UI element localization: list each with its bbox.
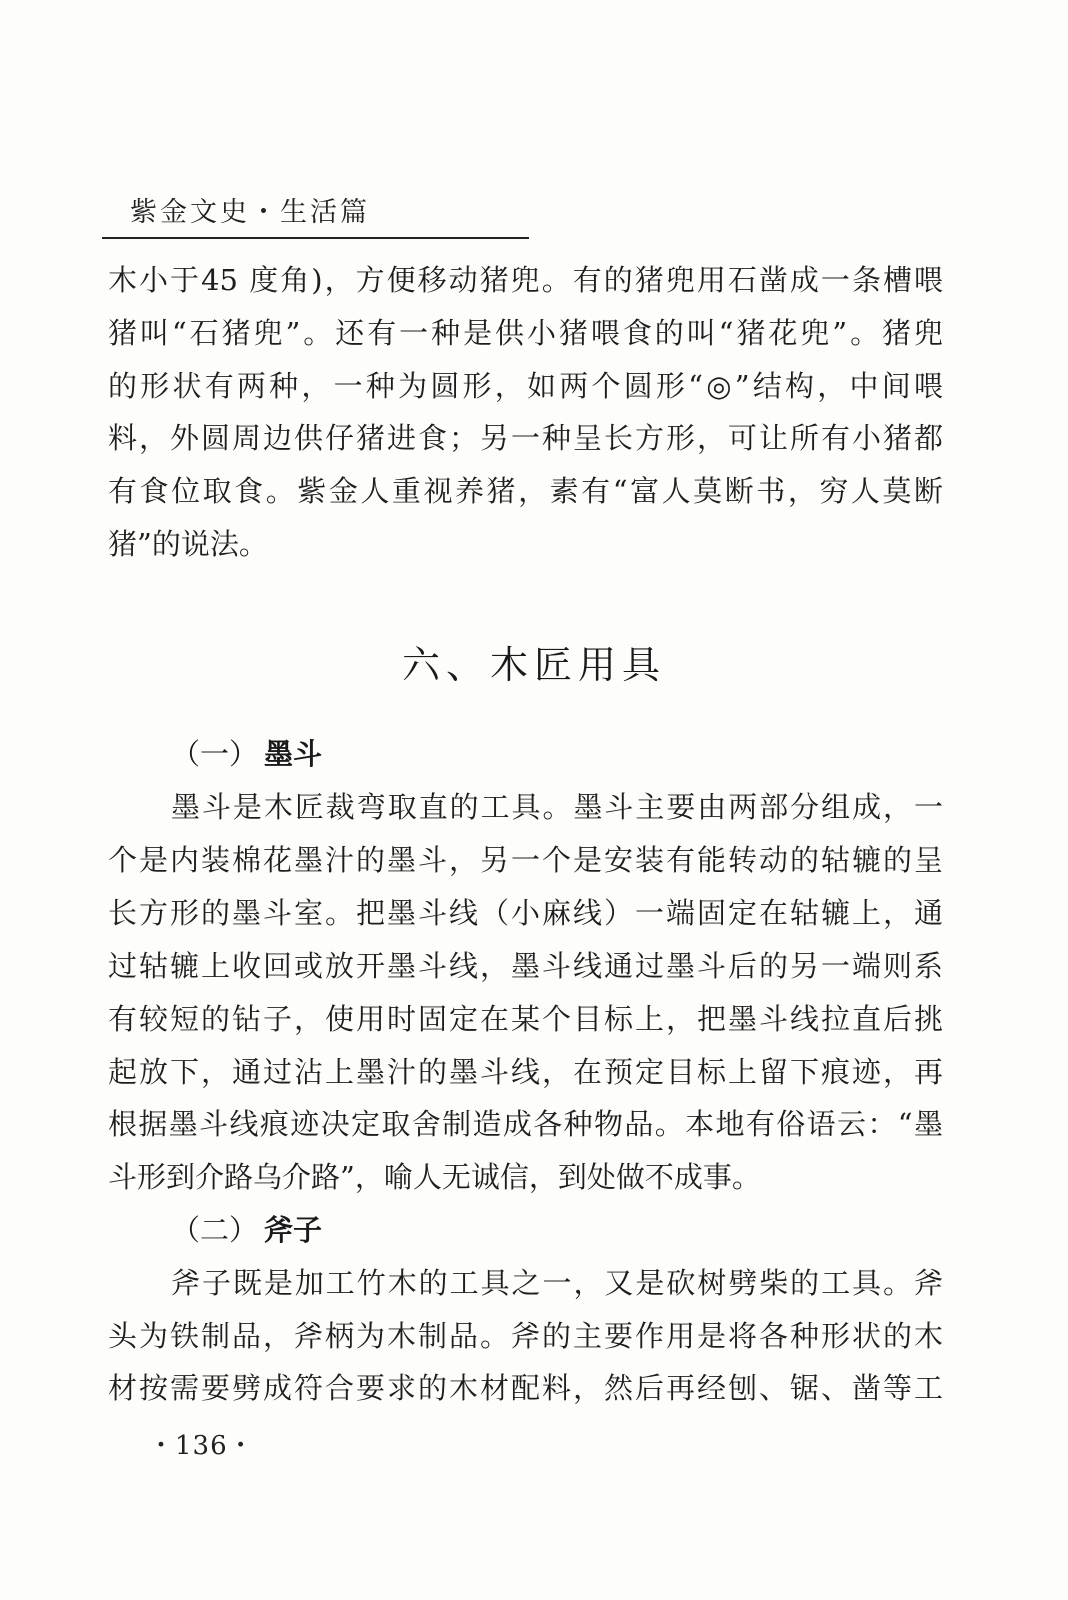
subsection-heading <box>171 1213 322 1248</box>
text-line: 起放下，通过沾上墨汁的墨斗线，在预定目标上留下痕迹，再 <box>108 1055 943 1089</box>
section-title: 六、木匠用具 <box>401 643 666 687</box>
text-line: 墨斗是木匠裁弯取直的工具。墨斗主要由两部分组成，一 <box>171 790 943 824</box>
text-line: 有较短的钻子，使用时固定在某个目标上，把墨斗线拉直后挑 <box>108 1002 943 1036</box>
text-line: 长方形的墨斗室。把墨斗线（小麻线）一端固定在轱辘上，通 <box>108 896 943 930</box>
text-line: 根据墨斗线痕迹决定取舍制造成各种物品。本地有俗语云：“墨 <box>108 1107 943 1141</box>
text-line: 猪”的说法。 <box>108 527 268 561</box>
text-line: 头为铁制品，斧柄为木制品。斧的主要作用是将各种形状的木 <box>108 1319 943 1353</box>
text-line: 个是内装棉花墨汁的墨斗，另一个是安装有能转动的轱辘的呈 <box>108 843 943 877</box>
text-line: 木小于45 度角)，方便移动猪兜。有的猪兜用石凿成一条槽喂 <box>108 263 943 297</box>
text-line: 材按需要劈成符合要求的木材配料，然后再经刨、锯、凿等工 <box>108 1371 943 1405</box>
text-line: 猪叫“石猪兜”。还有一种是供小猪喂食的叫“猪花兜”。猪兜 <box>108 316 943 350</box>
subsection-number: （一） <box>171 737 259 771</box>
subsection-title: 墨斗 <box>264 737 323 771</box>
header-rule <box>102 237 529 239</box>
text-line: 的形状有两种，一种为圆形，如两个圆形“◎”结构，中间喂 <box>108 369 943 403</box>
subsection-number: （二） <box>171 1213 259 1247</box>
text-line: 过轱辘上收回或放开墨斗线，墨斗线通过墨斗后的另一端则系 <box>108 949 943 983</box>
text-line: 斗形到介路乌介路”，喻人无诚信，到处做不成事。 <box>108 1160 761 1194</box>
text-line: 斧子既是加工竹木的工具之一，又是砍树劈柴的工具。斧 <box>171 1266 943 1300</box>
text-line: 有食位取食。紫金人重视养猪，素有“富人莫断书，穷人莫断 <box>108 474 943 508</box>
subsection-heading <box>171 737 322 772</box>
subsection-title: 斧子 <box>264 1213 323 1247</box>
page-number: ・136・ <box>148 1431 255 1461</box>
running-head: 紫金文史・生活篇 <box>130 197 370 228</box>
text-line: 料，外圆周边供仔猪进食；另一种呈长方形，可让所有小猪都 <box>108 421 943 455</box>
